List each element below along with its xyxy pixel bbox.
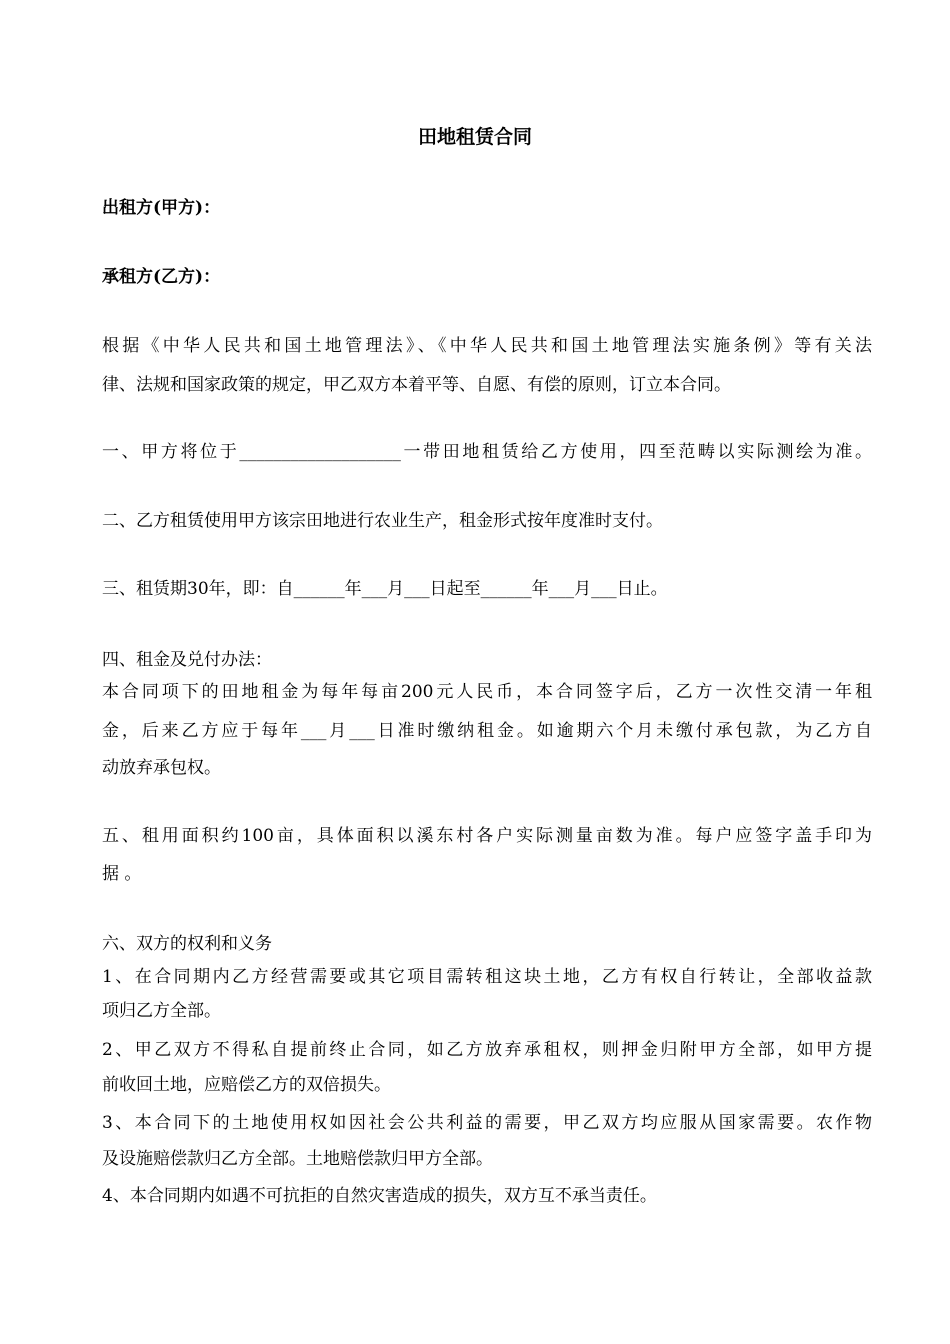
clause-4-heading: 四、租金及兑付办法： [102,650,272,670]
clause-6-item-2-line-2: 前收回土地，应赔偿乙方的双倍损失。 [102,1075,391,1095]
clause-5-line-2: 据 。 [102,864,142,884]
clause-6-item-4: 4、本合同期内如遇不可抗拒的自然灾害造成的损失，双方互不承当责任。 [102,1186,657,1206]
document-title: 田地租赁合同 [417,126,532,148]
clause-4-line-1: 本合同项下的田地租金为每年每亩200元人民币，本合同签字后，乙方一次性交清一年租 [102,682,872,702]
clause-6-item-2-line-1: 2、甲乙双方不得私自提前终止合同，如乙方放弃承租权，则押金归附甲方全部，如甲方提 [102,1040,872,1060]
clause-6-item-1-line-1: 1、在合同期内乙方经营需要或其它项目需转租这块土地，乙方有权自行转让，全部收益款 [102,967,872,987]
clause-6-item-3-line-2: 及设施赔偿款归乙方全部。土地赔偿款归甲方全部。 [102,1149,493,1169]
clause-5-line-1: 五、租用面积约100亩，具体面积以溪东村各户实际测量亩数为准。每户应签字盖手印为 [102,826,872,846]
lessee-label: 承租方(乙方)： [102,267,221,287]
clause-6-item-3-line-1: 3、本合同下的土地使用权如因社会公共利益的需要，甲乙双方均应服从国家需要。农作物 [102,1113,872,1133]
preamble-line-2: 律、法规和国家政策的规定，甲乙双方本着平等、自愿、有偿的原则，订立本合同。 [102,375,731,395]
clause-6-item-1-line-2: 项归乙方全部。 [102,1001,221,1021]
lessor-label: 出租方(甲方)： [102,198,221,218]
clause-3: 三、租赁期30年，即：自______年___月___日起至______年___月___日止。 [102,579,668,599]
clause-2: 二、乙方租赁使用甲方该宗田地进行农业生产，租金形式按年度准时支付。 [102,511,663,531]
clause-4-line-3: 动放弃承包权。 [102,758,221,778]
preamble-line-1: 根据《中华人民共和国土地管理法》、《中华人民共和国土地管理法实施条例》等有关法 [102,336,872,356]
clause-1: 一、甲方将位于___________________一带田地租赁给乙方使用，四至范畴以实际测绘为准。 [102,442,872,462]
clause-6-heading: 六、双方的权利和义务 [102,934,272,954]
clause-4-line-2: 金，后来乙方应于每年___月___日准时缴纳租金。如逾期六个月未缴付承包款，为乙方自 [102,721,872,741]
